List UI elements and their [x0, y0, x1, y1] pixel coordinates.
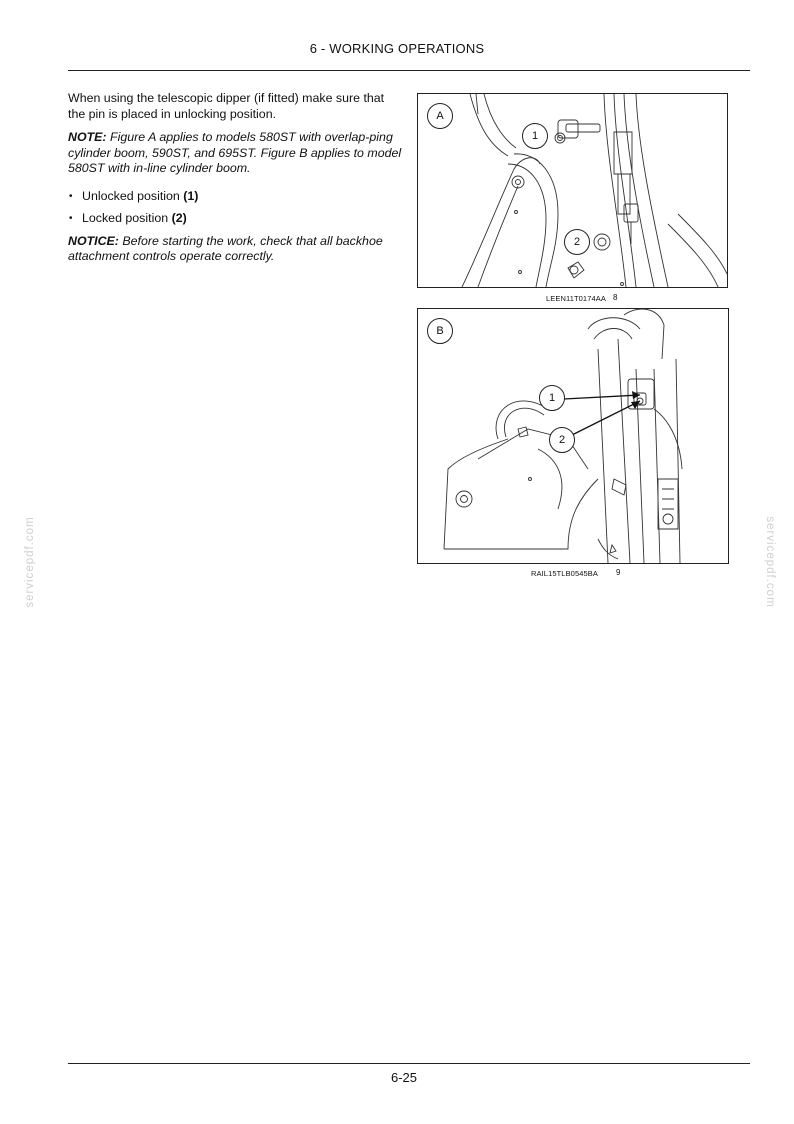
figure-a-drawing [418, 94, 727, 287]
note-label: NOTE: [68, 130, 107, 144]
callout-1: 1 [539, 385, 565, 411]
page-header-title: 6 - WORKING OPERATIONS [309, 41, 485, 56]
notice-label: NOTICE: [68, 233, 119, 248]
list-item-ref: (2) [171, 211, 187, 225]
watermark-left: servicepdf.com [24, 516, 36, 608]
list-item-ref: (1) [183, 188, 199, 203]
notice-paragraph [68, 234, 404, 265]
list-item [68, 189, 404, 205]
notice-text: Before starting the work, check that all backhoe attachment controls operate correctly. [68, 233, 383, 263]
callout-2: 2 [564, 229, 590, 255]
figure-b-number: 9 [616, 568, 621, 577]
figure-a-code: LEEN11T0174AA [546, 294, 606, 303]
list-item-text: Unlocked position [82, 188, 184, 203]
figure-a-letter: A [427, 103, 453, 129]
header-rule [68, 70, 750, 71]
figure-a-number: 8 [613, 293, 618, 302]
list-item-text: Locked position [82, 211, 172, 225]
figure-a-illustration [417, 93, 728, 288]
list-item [68, 211, 404, 227]
callout-1: 1 [522, 123, 548, 149]
note-paragraph [68, 130, 404, 177]
text-column [68, 91, 404, 273]
figure-b-illustration [417, 308, 729, 564]
figure-b-letter: B [427, 318, 453, 344]
intro-paragraph: When using the telescopic dipper (if fitted) make sure that the pin is placed in unlocking position. [68, 91, 385, 121]
watermark-right: servicepdf.com [764, 516, 776, 608]
page-number: 6-25 [390, 1070, 418, 1085]
note-text: Figure A applies to models 580ST with overlap-ping cylinder boom, 590ST, and 695ST. Figure B applies to model 580ST with in-line cylinder boom. [68, 130, 402, 175]
footer-rule [68, 1063, 750, 1064]
callout-2: 2 [549, 427, 575, 453]
figure-b-code: RAIL15TLB0545BA [531, 569, 598, 578]
position-list [68, 189, 404, 227]
